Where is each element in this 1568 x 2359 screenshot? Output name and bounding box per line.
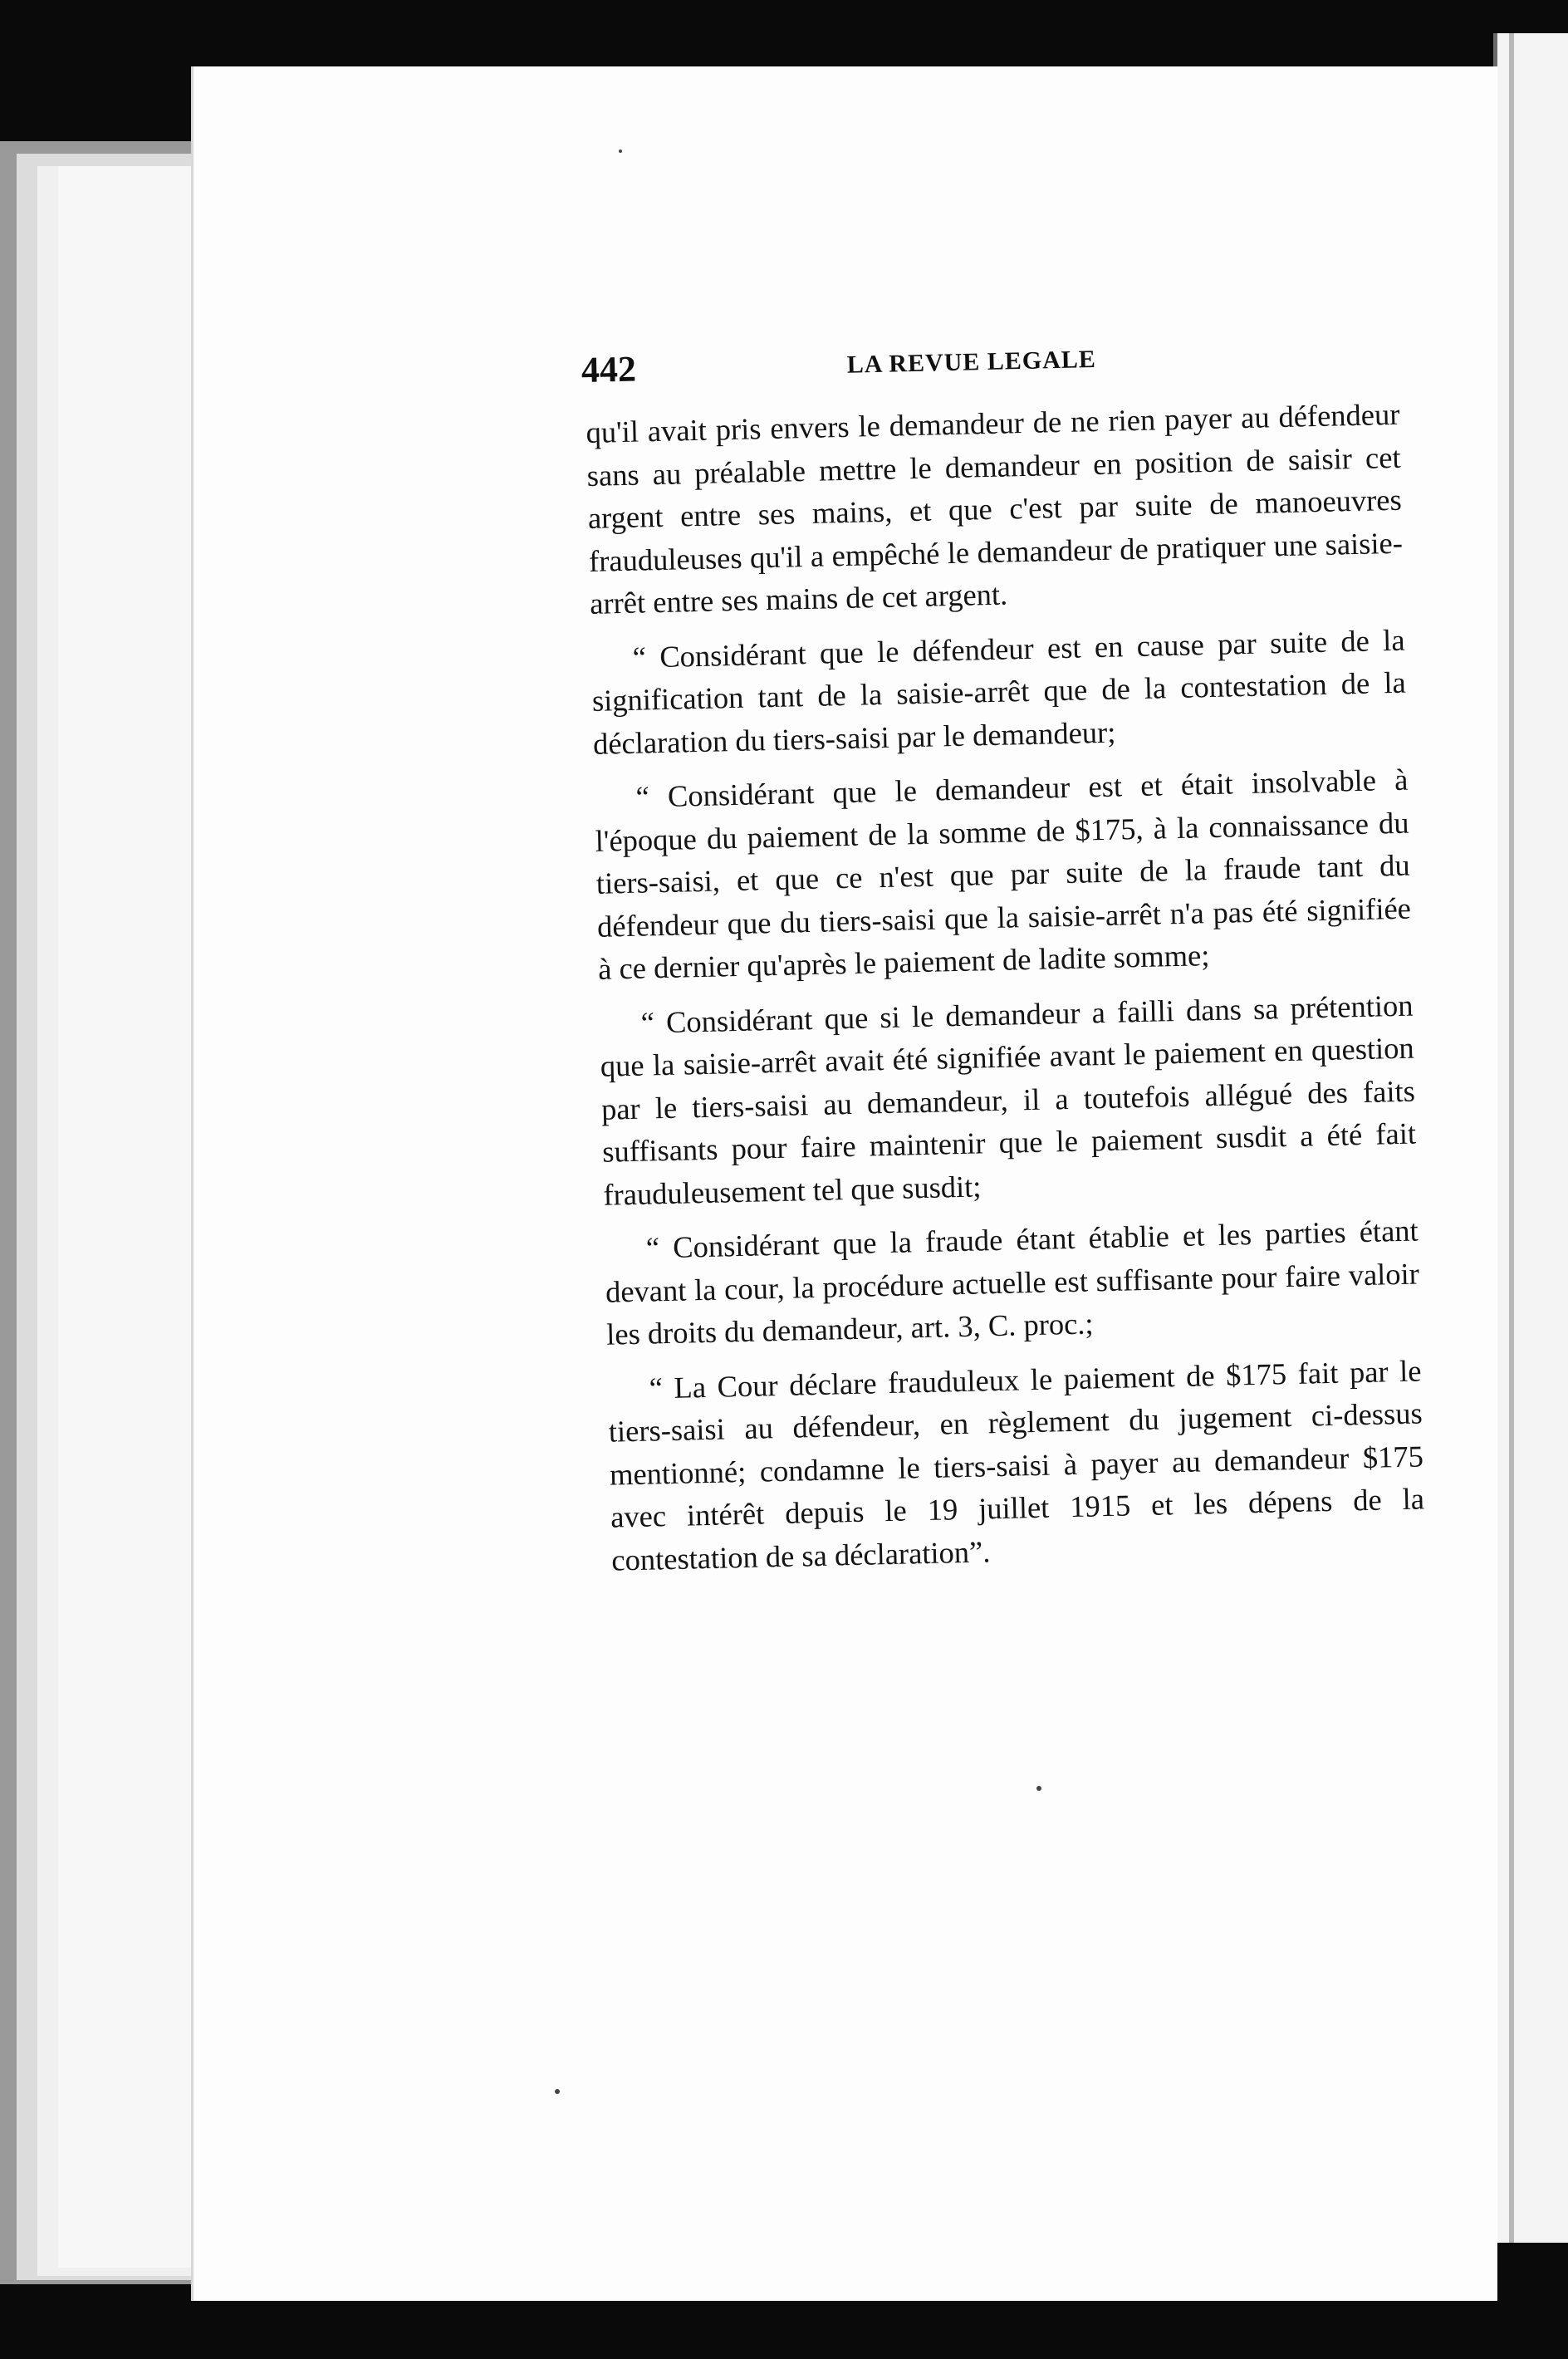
facing-page-edge (1509, 33, 1514, 2243)
paragraph: “ Considérant que le demandeur est et était insolvable à l'époque du paiement de la somme de $175, à la connaissance du tiers-saisi, et que ce n'est que par suite de la fraude tant du défendeur que du tiers-saisi que la saisie-arrêt n'a pas été signifiée à ce dernier qu'après le paiement de ladite somme; (595, 762, 1412, 986)
paragraph: “ La Cour déclare frauduleux le paiement de $175 fait par le tiers-saisi au défendeur, en règlement du jugement ci-dessus mentionné; condamne le tiers-saisi à payer au demandeur $175 avec intérêt depuis le 19 juillet 1915 et les dépens de la contestation de sa déclaration”. (608, 1352, 1425, 1577)
page-number: 442 (581, 348, 637, 390)
ink-speck (555, 2089, 560, 2094)
paragraph: “ Considérant que le défendeur est en cause par suite de la signification tant de la saisie-arrêt que de la contestation de la déclaration du tiers-saisi par le demandeur; (591, 622, 1407, 761)
paragraph: “ Considérant que si le demandeur a failli dans sa prétention que la saisie-arrêt avait été signifiée avant le paiement en question par le tiers-saisi au demandeur, il a toutefois allégué des faits suffisants pour faire maintenir que le paiement susdit a été fait frauduleusement tel que susdit; (600, 988, 1417, 1212)
ink-speck (1036, 1786, 1041, 1791)
running-head: LA REVUE LEGALE (846, 345, 1097, 379)
body-text (586, 393, 1426, 1593)
paragraph: “ Considérant que la fraude étant établie et les parties étant devant la cour, la procédure actuelle est suffisante pour faire valoir les droits du demandeur, art. 3, C. proc.; (605, 1213, 1420, 1351)
ink-speck (619, 150, 622, 153)
paragraph: qu'il avait pris envers le demandeur de ne rien payer au défendeur sans au préalable mettre le demandeur en position de saisir cet argent entre ses mains, et que c'est par suite de manoeuvres frauduleuses qu'il a empêché le demandeur de pratiquer une saisie-arrêt entre ses mains de cet argent. (586, 396, 1404, 620)
facing-page-strip (1493, 33, 1568, 2243)
